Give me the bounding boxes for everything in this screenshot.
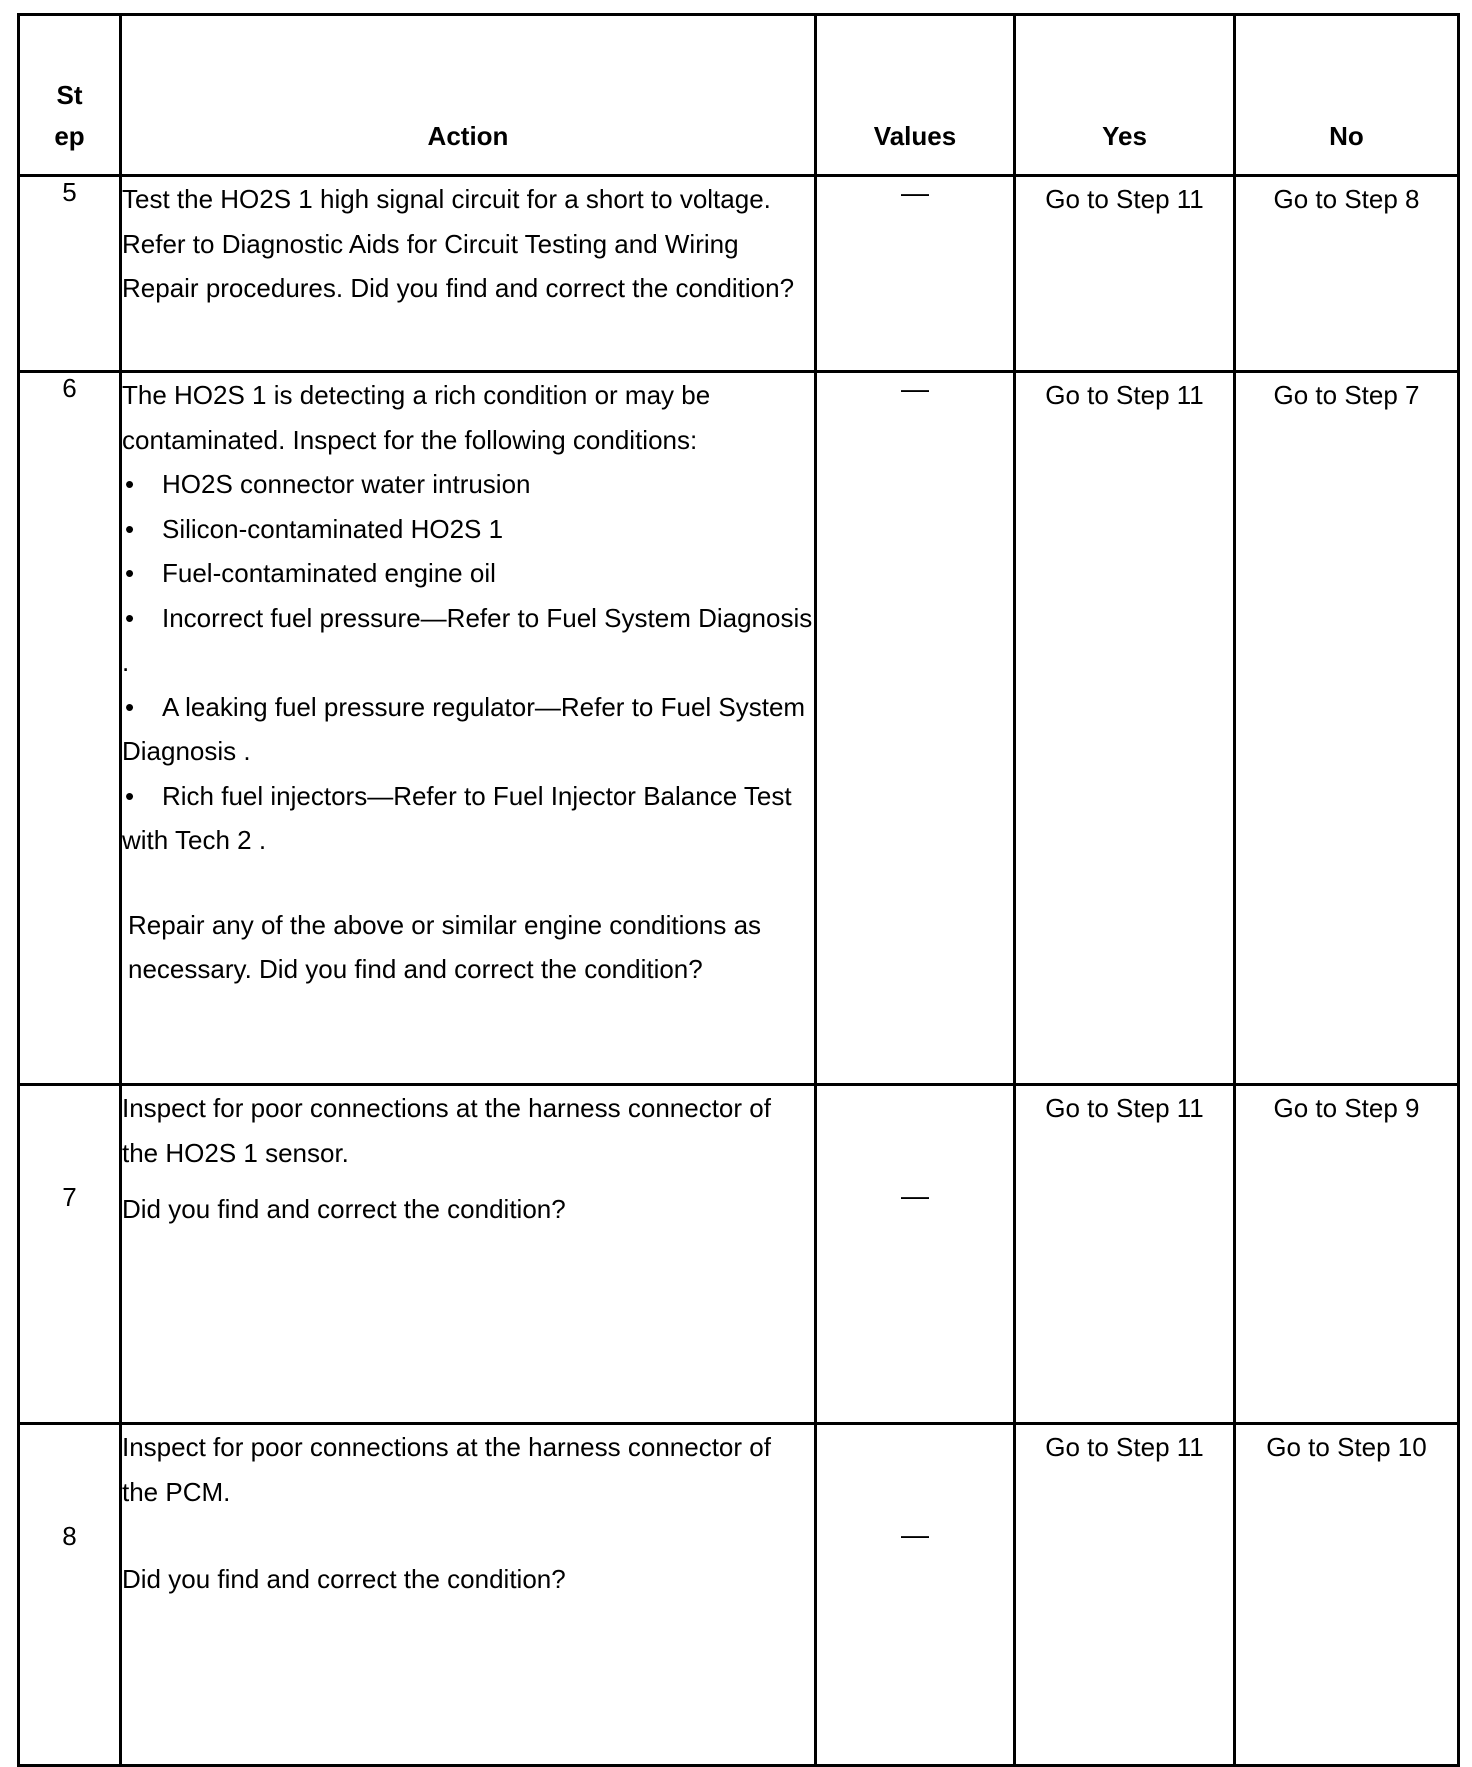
header-step-line2: ep [54,121,85,151]
yes-cell [1015,1424,1235,1766]
yes-link-text: Go to Step 11 [1045,1093,1204,1123]
action-text [121,1085,816,1424]
table-row-step-6 [19,372,1459,1085]
no-link-text: Go to Step 9 [1273,1093,1420,1123]
header-yes: Yes [1015,15,1235,176]
no-link-text: Go to Step 7 [1273,380,1420,410]
no-cell [1235,1424,1459,1766]
action-outro: Repair any of the above or similar engine conditions as necessary. Did you find and correct the condition? [128,909,762,984]
bullet-item: • Incorrect fuel pressure—Refer to Fuel System Diagnosis . [122,602,813,677]
action-question: Did you find and correct the condition? [122,1564,566,1594]
action-paragraph: Inspect for poor connections at the harness connector of the HO2S 1 sensor. [122,1093,771,1168]
diagnostic-table [17,13,1460,1767]
yes-link-text: Go to Step 11 [1045,380,1204,410]
yes-link-text: Go to Step 11 [1045,184,1204,214]
yes-link-text: Go to Step 11 [1045,1432,1204,1462]
bullet-item: • HO2S connector water intrusion [125,469,531,499]
no-cell [1235,1085,1459,1424]
action-paragraph: Test the HO2S 1 high signal circuit for a short to voltage. Refer to Diagnostic Aids for Circuit Testing and Wiring Repair procedures. Did you find and correct the condition? [122,184,795,303]
step-number: 7 [19,1085,121,1424]
action-question: Did you find and correct the condition? [122,1194,566,1224]
header-action: Action [121,15,816,176]
table-header-row [19,15,1459,176]
yes-cell [1015,372,1235,1085]
table-row-step-8 [19,1424,1459,1766]
action-intro: The HO2S 1 is detecting a rich condition or may be contaminated. Inspect for the following conditions: [122,380,711,455]
no-cell [1235,372,1459,1085]
header-step [19,15,121,176]
action-text [121,1424,816,1766]
no-link-text: Go to Step 10 [1266,1432,1427,1462]
yes-cell [1015,1085,1235,1424]
no-cell [1235,176,1459,372]
action-text [121,372,816,1085]
action-text [121,176,816,372]
values-cell: — [816,176,1015,372]
table-row-step-5 [19,176,1459,372]
bullet-item: • A leaking fuel pressure regulator—Refer to Fuel System Diagnosis . [122,691,806,766]
bullet-item: • Silicon-contaminated HO2S 1 [125,513,504,544]
bullet-item: • Fuel-contaminated engine oil [125,558,496,588]
values-cell: — [816,1085,1015,1424]
bullet-item: • Rich fuel injectors—Refer to Fuel Injector Balance Test with Tech 2 . [122,780,792,855]
header-step-line1: St [56,80,83,110]
step-number: 5 [19,176,121,372]
table-row-step-7 [19,1085,1459,1424]
header-values: Values [816,15,1015,176]
header-no: No [1235,15,1459,176]
step-number: 8 [19,1424,121,1766]
values-cell: — [816,372,1015,1085]
yes-cell [1015,176,1235,372]
values-cell: — [816,1424,1015,1766]
action-paragraph: Inspect for poor connections at the harness connector of the PCM. [122,1432,771,1507]
step-number: 6 [19,372,121,1085]
no-link-text: Go to Step 8 [1273,184,1420,214]
